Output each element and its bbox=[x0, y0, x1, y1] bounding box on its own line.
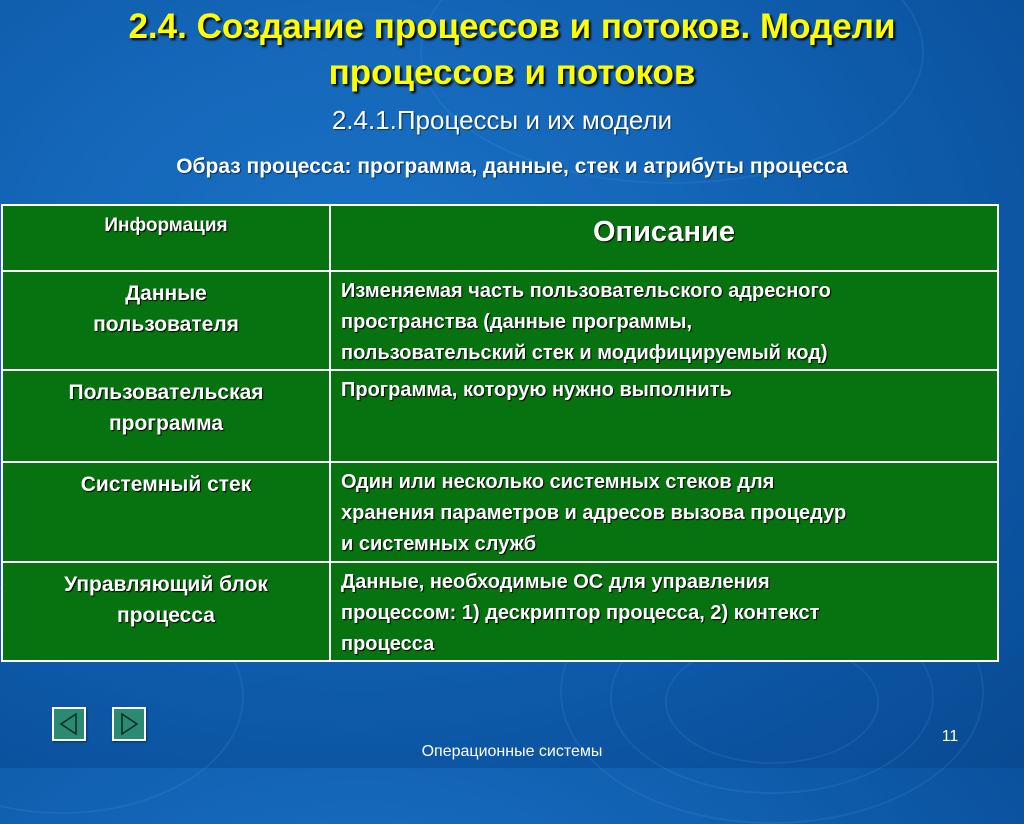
row-description-line: процессом: 1) дескриптор процесса, 2) контекст bbox=[341, 602, 820, 624]
process-image-table bbox=[1, 204, 999, 662]
table-header-row bbox=[2, 205, 998, 271]
previous-slide-button[interactable] bbox=[52, 707, 86, 741]
triangle-right-icon bbox=[114, 709, 144, 739]
row-description bbox=[330, 562, 998, 661]
table-row bbox=[2, 462, 998, 562]
row-description-line: хранения параметров и адресов вызова процедур bbox=[341, 502, 847, 524]
row-info-line: пользователя bbox=[93, 313, 239, 336]
slide-footer: Операционные системы bbox=[421, 743, 603, 760]
row-info-line: Данные bbox=[125, 282, 207, 305]
row-description-line: Программа, которую нужно выполнить bbox=[341, 379, 732, 401]
row-info bbox=[2, 271, 330, 370]
row-description bbox=[330, 370, 998, 462]
row-description-line: и системных служб bbox=[341, 533, 537, 555]
slide-subtitle: 2.4.1.Процессы и их модели bbox=[331, 105, 673, 135]
slide-title-line-1: 2.4. Создание процессов и потоков. Модели bbox=[128, 7, 896, 46]
row-description-line: Изменяемая часть пользовательского адресного bbox=[341, 280, 831, 302]
slide-title-line-2: процессов и потоков bbox=[328, 53, 696, 92]
row-info-line: Системный стек bbox=[80, 473, 252, 496]
row-description-line: пространства (данные программы, bbox=[341, 311, 693, 333]
row-description bbox=[330, 271, 998, 370]
table-row bbox=[2, 271, 998, 370]
row-description bbox=[330, 462, 998, 562]
row-info-line: программа bbox=[108, 412, 224, 435]
row-info bbox=[2, 370, 330, 462]
slide-title bbox=[0, 4, 1024, 96]
row-info-line: процесса bbox=[117, 604, 215, 627]
next-slide-button[interactable] bbox=[112, 707, 146, 741]
triangle-left-icon bbox=[54, 709, 84, 739]
row-info bbox=[2, 462, 330, 562]
row-description-line: Данные, необходимые ОС для управления bbox=[341, 571, 770, 593]
table-row bbox=[2, 562, 998, 661]
slide-number: 11 bbox=[941, 728, 959, 745]
row-info bbox=[2, 562, 330, 661]
header-info: Информация bbox=[2, 205, 330, 271]
row-info-line: Пользовательская bbox=[68, 381, 264, 404]
row-description-line: пользовательский стек и модифицируемый код) bbox=[341, 342, 828, 364]
header-description: Описание bbox=[330, 205, 998, 271]
row-info-line: Управляющий блок bbox=[64, 573, 268, 596]
table-row bbox=[2, 370, 998, 462]
slide-caption: Образ процесса: программа, данные, стек и атрибуты процесса bbox=[176, 155, 848, 178]
row-description-line: Один или несколько системных стеков для bbox=[341, 471, 775, 493]
row-description-line: процесса bbox=[341, 633, 435, 655]
